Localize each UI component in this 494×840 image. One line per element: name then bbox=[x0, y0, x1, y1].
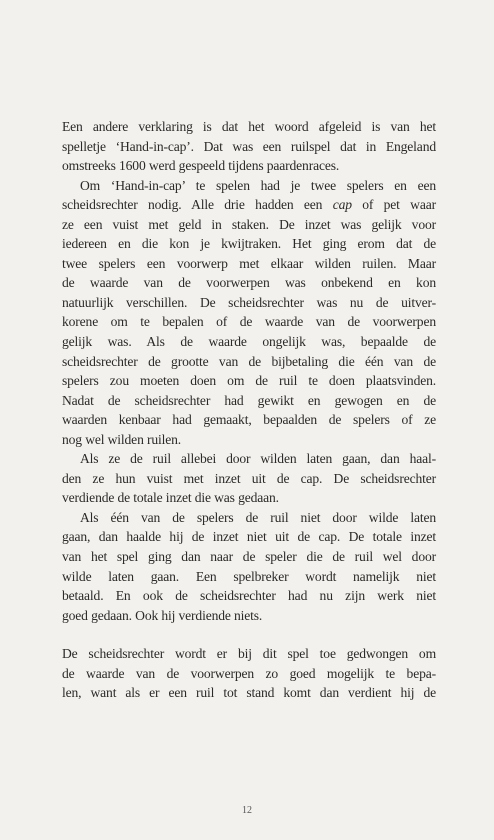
emphasis-cap: cap bbox=[332, 197, 352, 213]
text-line: waarden kenbaar had gemaakt, bepaalden de spelers of ze bbox=[62, 412, 436, 428]
text-line: Nadat de scheidsrechter had gewikt en gewogen en de bbox=[62, 392, 436, 408]
text-line: natuurlijk verschillen. De scheidsrechter was nu de uitver- bbox=[62, 294, 436, 310]
text-line: ze een vuist met geld in staken. De inzet was gelijk voor bbox=[62, 216, 436, 232]
text-line: verdiende de totale inzet die was gedaan. bbox=[62, 490, 279, 506]
text-line: gelijk was. Als de waarde ongelijk was, bepaalde de bbox=[62, 334, 436, 350]
text-line: len, want als er een ruil tot stand komt dan verdient hij de bbox=[62, 685, 436, 701]
text-line bbox=[62, 195, 436, 215]
text-line: spelers zou moeten doen om de ruil te doen plaatsvinden. bbox=[62, 373, 436, 389]
line-part: of pet waar bbox=[351, 197, 436, 213]
text-line: korene om te bepalen of de waarde van de voorwerpen bbox=[62, 314, 436, 330]
text-line: gaan, dan haalde hij de inzet niet uit de cap. De totale inzet bbox=[62, 529, 436, 545]
section-gap bbox=[62, 625, 436, 644]
paragraph-3 bbox=[62, 449, 436, 508]
text-line: wilde laten gaan. Een spelbreker wordt namelijk niet bbox=[62, 568, 436, 584]
text-line: De scheidsrechter wordt er bij dit spel toe gedwongen om bbox=[62, 646, 436, 662]
text-line: betaald. En ook de scheidsrechter had nu zijn werk niet bbox=[62, 588, 436, 604]
paragraph-4 bbox=[62, 508, 436, 625]
text-line: Als ze de ruil allebei door wilden laten gaan, dan haal- bbox=[80, 451, 436, 467]
line-part: scheidsrechter nodig. Alle drie hadden een bbox=[62, 197, 333, 213]
text-line: nog wel wilden ruilen. bbox=[62, 431, 182, 447]
page-body bbox=[62, 117, 436, 703]
text-line: van het spel ging dan naar de speler die de ruil wel door bbox=[62, 549, 436, 565]
text-line: twee spelers een voorwerp met elkaar wilden ruilen. Maar bbox=[62, 255, 436, 271]
text-line: iedereen en die kon je kwijtraken. Het ging erom dat de bbox=[62, 236, 436, 252]
text-line: de waarde van de voorwerpen was onbekend en kon bbox=[62, 275, 436, 291]
paragraph-1 bbox=[62, 117, 436, 176]
text-line: de waarde van de voorwerpen zo goed mogelijk te bepa- bbox=[62, 665, 436, 681]
text-line: spelletje ‘Hand-in-cap’. Dat was een ruilspel dat in Engeland bbox=[62, 138, 436, 154]
paragraph-2 bbox=[62, 176, 436, 450]
text-line: Als één van de spelers de ruil niet door wilde laten bbox=[80, 509, 436, 525]
page-number: 12 bbox=[242, 805, 252, 816]
paragraph-5 bbox=[62, 644, 436, 703]
text-line: goed gedaan. Ook hij verdiende niets. bbox=[62, 607, 263, 623]
text-line: den ze hun vuist met inzet uit de cap. De scheidsrechter bbox=[62, 470, 436, 486]
text-line: omstreeks 1600 werd gespeeld tijdens paardenraces. bbox=[62, 158, 340, 174]
text-line: Om ‘Hand-in-cap’ te spelen had je twee spelers en een bbox=[80, 177, 436, 193]
text-line: scheidsrechter de grootte van de bijbetaling die één van de bbox=[62, 353, 436, 369]
text-line: Een andere verklaring is dat het woord afgeleid is van het bbox=[62, 119, 436, 134]
